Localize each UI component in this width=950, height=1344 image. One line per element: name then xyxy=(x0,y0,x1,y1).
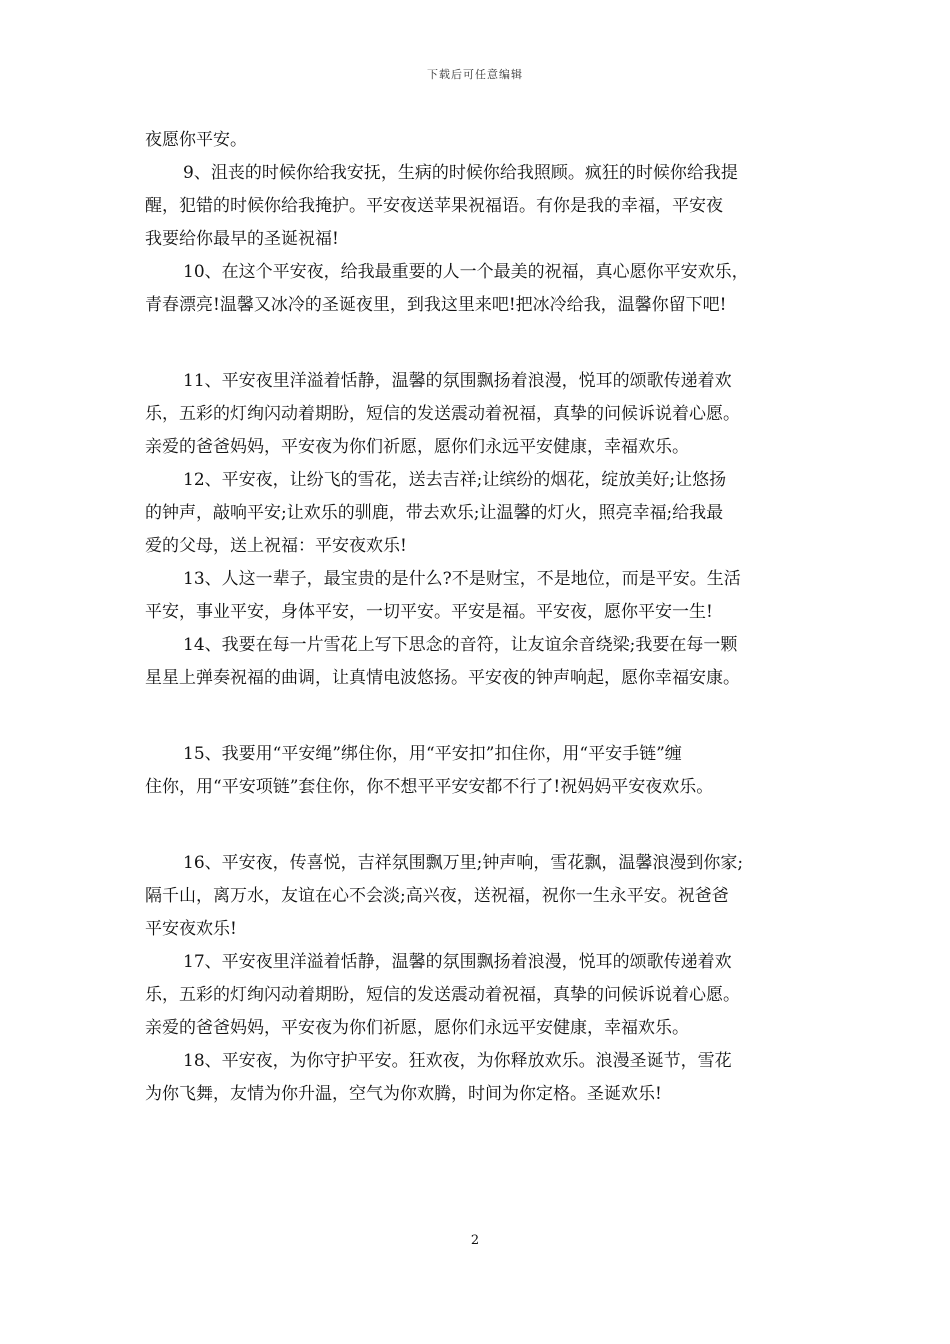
paragraph-first-line: 18、平安夜，为你守护平安。狂欢夜，为你释放欢乐。浪漫圣诞节，雪花 xyxy=(183,1051,732,1071)
paragraph-first-line: 10、在这个平安夜，给我最重要的人一个最美的祝福，真心愿你平安欢乐， xyxy=(183,262,749,282)
paragraph-line: 亲爱的爸爸妈妈，平安夜为你们祈愿，愿你们永远平安健康，幸福欢乐。 xyxy=(145,1018,689,1038)
paragraph-first-line: 9、沮丧的时候你给我安抚，生病的时候你给我照顾。疯狂的时候你给我提 xyxy=(183,163,738,183)
paragraph-first-line: 12、平安夜，让纷飞的雪花，送去吉祥;让缤纷的烟花，绽放美好;让悠扬 xyxy=(183,470,727,490)
paragraph-line: 平安，事业平安，身体平安，一切平安。平安是福。平安夜，愿你平安一生! xyxy=(145,602,713,622)
paragraph-first-line: 16、平安夜，传喜悦，吉祥氛围飘万里;钟声响，雪花飘，温馨浪漫到你家; xyxy=(183,853,744,873)
paragraph-line: 醒，犯错的时候你给我掩护。平安夜送苹果祝福语。有你是我的幸福，平安夜 xyxy=(145,196,723,216)
paragraph-line: 夜愿你平安。 xyxy=(145,130,247,150)
paragraph-gap xyxy=(145,322,810,365)
paragraph-line: 我要给你最早的圣诞祝福! xyxy=(145,229,339,249)
paragraph-line: 乐，五彩的灯绚闪动着期盼，短信的发送震动着祝福，真挚的问候诉说着心愿。 xyxy=(145,404,740,424)
paragraph-first-line: 17、平安夜里洋溢着恬静，温馨的氛围飘扬着浪漫，悦耳的颂歌传递着欢 xyxy=(183,952,732,972)
paragraph-line: 平安夜欢乐! xyxy=(145,919,237,939)
paragraph-line: 青春漂亮!温馨又冰冷的圣诞夜里，到我这里来吧!把冰冷给我，温馨你留下吧! xyxy=(145,295,727,315)
paragraph-gap xyxy=(145,695,810,738)
paragraph-first-line: 15、我要用“平安绳”绑住你，用“平安扣”扣住你，用“平安手链”缠 xyxy=(183,744,682,764)
paragraph-line: 隔千山，离万水，友谊在心不会淡;高兴夜，送祝福，祝你一生永平安。祝爸爸 xyxy=(145,886,729,906)
paragraph-line: 亲爱的爸爸妈妈，平安夜为你们祈愿，愿你们永远平安健康，幸福欢乐。 xyxy=(145,437,689,457)
paragraph-first-line: 11、平安夜里洋溢着恬静，温馨的氛围飘扬着浪漫，悦耳的颂歌传递着欢 xyxy=(183,371,732,391)
page-number: 2 xyxy=(470,1233,480,1248)
paragraph-line: 的钟声，敲响平安;让欢乐的驯鹿，带去欢乐;让温馨的灯火，照亮幸福;给我最 xyxy=(145,503,724,523)
paragraph-first-line: 13、人这一辈子，最宝贵的是什么?不是财宝，不是地位，而是平安。生活 xyxy=(183,569,741,589)
page-header: 下载后可任意编辑 xyxy=(427,68,523,81)
document-body xyxy=(145,124,810,1111)
paragraph-first-line: 14、我要在每一片雪花上写下思念的音符，让友谊余音绕梁;我要在每一颗 xyxy=(183,635,738,655)
paragraph-line: 爱的父母，送上祝福：平安夜欢乐! xyxy=(145,536,407,556)
paragraph-line: 星星上弹奏祝福的曲调，让真情电波悠扬。平安夜的钟声响起，愿你幸福安康。 xyxy=(145,668,740,688)
paragraph-gap xyxy=(145,804,810,847)
paragraph-line: 为你飞舞，友情为你升温，空气为你欢腾，时间为你定格。圣诞欢乐! xyxy=(145,1084,662,1104)
paragraph-line: 住你，用“平安项链”套住你，你不想平平安安都不行了!祝妈妈平安夜欢乐。 xyxy=(145,777,714,797)
paragraph-line: 乐，五彩的灯绚闪动着期盼，短信的发送震动着祝福，真挚的问候诉说着心愿。 xyxy=(145,985,740,1005)
